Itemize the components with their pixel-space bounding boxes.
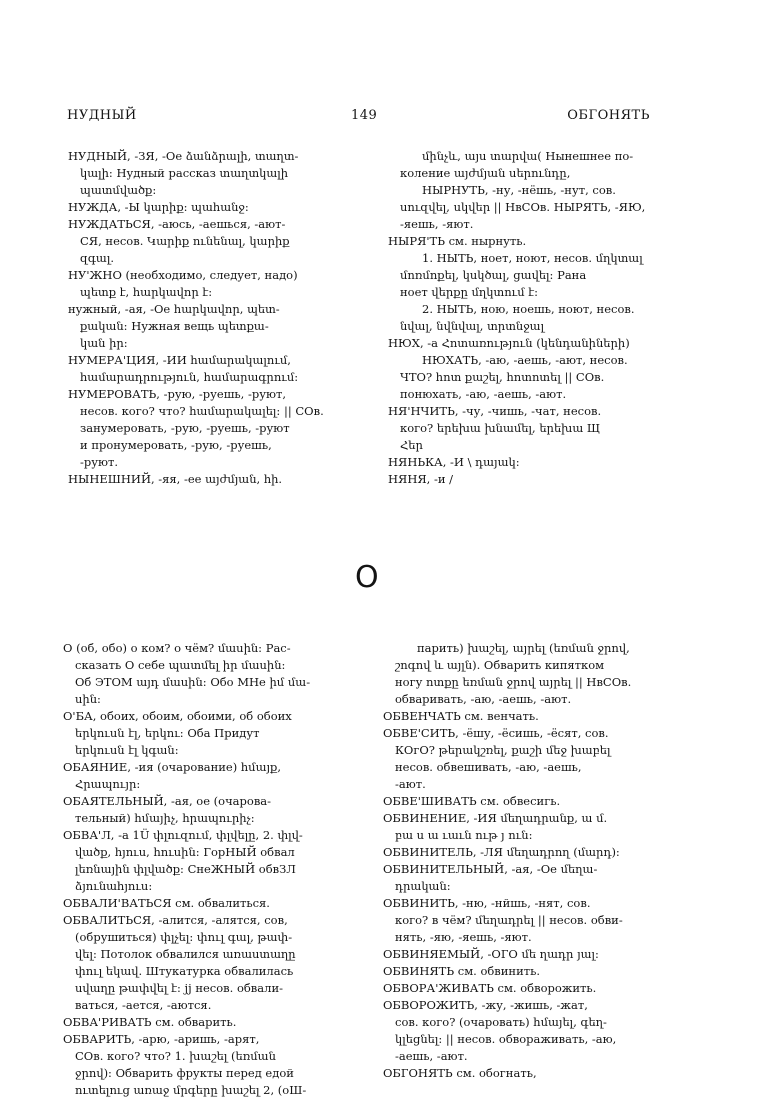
entry-line: ОБВАРИТЬ, -арю, -аришь, -арят, (63, 1032, 260, 1046)
entry-line: НЯНЬКА, -И \ դայակ: (388, 455, 520, 469)
entry-line: քական: Нужная вещь պետքա- (80, 319, 269, 333)
entry-line: երկուսն էլ կգան: (75, 743, 179, 757)
entry-line: մինչև, այս տարվա( Нынешнее по- (422, 149, 634, 163)
entry-line: кого? в чём? մեղադրել || несов. обви- (395, 913, 623, 927)
entry-line: парить) խաշել, այրել (եռման ջրով, (417, 641, 630, 655)
entry-line: занумеровать, -рую, -руешь, -руют (80, 421, 290, 435)
entry-line: զգալ. (80, 251, 114, 265)
entry-line: НУМЕРА'ЦИЯ, -ИИ համարակալում, (68, 353, 291, 367)
entry-line: НУ'ЖНО (необходимо, следует, надо) (68, 268, 298, 282)
entry-line: մոռմոքել, կսկծալ, ցավել: Рана (400, 268, 587, 282)
entry-line: ջրով): Обварить фрукты перед едой (75, 1066, 294, 1080)
entry-line: ОБВИНЯЕМЫЙ, -ОГО մե ղադր յալ: (383, 947, 599, 961)
entry-line: сказать О себе պատմել իր մասին: (75, 658, 286, 672)
entry-line: О'БА, обоих, обоим, обоими, об обоих (63, 709, 292, 723)
entry-line: ОБВЕ'СИТЬ, -ёшу, -ёсишь, -ёсят, сов. (383, 726, 609, 740)
entry-line: НЫРНУТЬ, -ну, -нёшь, -нут, сов. (422, 183, 616, 197)
entry-line: սվաղը թափվել է: jj несов. обвали- (75, 981, 283, 995)
entry-line: ուտելուց առաջ մրգերը խաշել 2, (оШ- (75, 1083, 307, 1097)
entry-line: тельный) հմայիչ, հրապուրիչ: (75, 811, 255, 825)
entry-line: կան իր: (80, 336, 128, 350)
entry-line: ОБВИНИТЕЛЬНЫЙ, -ая, -Ое մեղա- (383, 862, 598, 876)
entry-line: СОв. кого? что? 1. խաշել (եռման (75, 1049, 276, 1063)
entry-line: ваться, -ается, -аются. (75, 998, 212, 1012)
entry-line: ОБВИНИТЕЛЬ, -ЛЯ մեղադրող (մարդ): (383, 845, 620, 859)
entry-line: и пронумеровать, -рую, -руешь, (80, 438, 272, 452)
entry-line: -руют. (80, 455, 119, 469)
entry-line: НЯ'НЧИТЬ, -чу, -чишь, -чат, несов. (388, 404, 602, 418)
section-letter: О (355, 560, 379, 595)
entry-line: СЯ, несов. Կարիք ունենալ, կարիք (80, 234, 290, 248)
entry-line: նվալ, նվնվալ, տրտնջալ (400, 319, 545, 333)
entry-line: коление այժմյան սերունդը, (400, 166, 571, 180)
entry-line: ОБАЯТЕЛЬНЫЙ, -ая, ое (очарова- (63, 794, 272, 808)
entry-line: НУЖДА, -Ы կարիք: պահանջ: (68, 200, 249, 214)
entry-line: պատմվածք: (80, 183, 157, 197)
page-number: 149 (351, 108, 378, 123)
entry-line: 1. НЫТЬ, ноет, ноют, несов. մղկտալ (422, 251, 643, 265)
entry-line: ОБАЯНИЕ, -ия (очарование) հմայք, (63, 760, 282, 774)
entry-line: обваривать, -аю, -аешь, -ают. (395, 692, 572, 706)
entry-line: սուզվել, սկվեր || НвСОв. НЫРЯТЬ, -ЯЮ, (400, 200, 646, 214)
entry-line: ОБВОРА'ЖИВАТЬ см. обворожить. (383, 981, 597, 995)
entry-line: нужный, -ая, -Ое հարկավոր, պետ- (68, 302, 280, 316)
entry-line: НУДНЫЙ, -ЗЯ, -Ое ձանձրալի, տաղտ- (68, 149, 299, 163)
entry-line: О (об, обо) о ком? о чём? մասին: Рас- (63, 641, 291, 655)
entry-line: несов. кого? что? համարակալել: || СОв. (80, 404, 324, 418)
entry-line: НЮХАТЬ, -аю, -аешь, -ают, несов. (422, 353, 628, 367)
entry-line: բա ս ա ւաւն ութ յ ուն: (395, 828, 533, 842)
entry-line: պետք է, հարկավոր է: (80, 285, 213, 299)
entry-line: нять, -яю, -яешь, -яют. (395, 930, 532, 944)
column-top-left (68, 148, 348, 488)
column-bottom-left (63, 640, 353, 1099)
entry-line: դրական: (395, 879, 451, 893)
entry-line: 2. НЫТЬ, ною, ноешь, ноют, несов. (422, 302, 635, 316)
entry-line: НЫРЯ'ТЬ см. нырнуть. (388, 234, 527, 248)
entry-line: -ают. (395, 777, 426, 791)
entry-line: սին: (75, 692, 101, 706)
entry-line: ноет վերքը մղկտում է: (400, 285, 539, 299)
column-top-right (388, 148, 670, 488)
entry-line: ОБВА'Л, -а 1Ü փլուզում, փլվելը, 2. փլվ- (63, 828, 303, 842)
entry-line: ОБВИНЯТЬ см. обвинить. (383, 964, 541, 978)
entry-line: НУЖДАТЬСЯ, -аюсь, -аешься, -ают- (68, 217, 286, 231)
entry-line: Հեր (400, 438, 423, 452)
running-head-right: ОБГОНЯТЬ (567, 108, 650, 123)
entry-line: кого? երեխա խնամել, երեխա Щ (400, 421, 601, 435)
entry-line: сов. кого? (очаровать) հմայել, գեղ- (395, 1015, 607, 1029)
entry-line: НЮХ, -а Հոտառություն (կենդանիների) (388, 336, 630, 350)
entry-line: կլեցնել: || несов. обвораживать, -аю, (395, 1032, 617, 1046)
entry-line: несов. обвешивать, -аю, -аешь, (395, 760, 582, 774)
entry-line: НУМЕРОВАТЬ, -рую, -руешь, -руют, (68, 387, 287, 401)
entry-line: ОБВА'РИВАТЬ см. обварить. (63, 1015, 237, 1029)
entry-line: ОБВЕ'ШИВАТЬ см. обвесигь. (383, 794, 561, 808)
entry-line: Հրապույր: (75, 777, 141, 791)
entry-line: ОБВАЛИ'ВАТЬСЯ см. обвалиться. (63, 896, 270, 910)
entry-line: համարադրություն, համարագրում: (80, 370, 299, 384)
entry-line: Об ЭТОМ այդ մասին: Обо МНе իմ մա- (75, 675, 311, 689)
entry-line: -яешь, -яют. (400, 217, 474, 231)
entry-line: (обрушиться) փլչել: փուլ գալ, թափ- (75, 930, 293, 944)
entry-line: ногу ոտքը եռման ջրով այրել || НвСОв. (395, 675, 632, 689)
entry-line: НЯНЯ, -и / (388, 472, 454, 486)
entry-line: КОгО? թերակշռել, քաշի մեջ խաբել (395, 743, 611, 757)
entry-line: վածք, հյուս, հուսին: ГорНЫЙ обвал (75, 845, 295, 859)
entry-line: понюхать, -аю, -аешь, -ают. (400, 387, 567, 401)
entry-line: ОБГОНЯТЬ см. обогнать, (383, 1066, 537, 1080)
entry-line: վել: Потолок обвалился առաստաղը (75, 947, 296, 961)
entry-line: ձյունահյուս: (75, 879, 153, 893)
entry-line: փուլ եկավ. Штукатурка обвалилась (75, 964, 294, 978)
entry-line: լեռնային փլվածք: СнеЖНЫЙ обвЗЛ (75, 862, 296, 876)
entry-line: ОБВАЛИТЬСЯ, -алится, -алятся, сов, (63, 913, 288, 927)
entry-line: կալի: Нудный рассказ տաղտկալի (80, 166, 289, 180)
entry-line: ОБВИНИТЬ, -ню, -нйшь, -нят, сов. (383, 896, 591, 910)
entry-line: НЫНЕШНИЙ, -яя, -ее այժմյան, հի. (68, 472, 283, 486)
entry-line: -аешь, -ают. (395, 1049, 468, 1063)
column-bottom-right (383, 640, 673, 1082)
entry-line: ЧТО? հոտ քաշել, հոտոտել || СОв. (400, 370, 605, 384)
running-head-left: НУДНЫЙ (67, 108, 137, 123)
entry-line: ОБВИНЕНИЕ, -ИЯ մեղադրանք, ա մ. (383, 811, 608, 825)
entry-line: ОБВОРОЖИТЬ, -жу, -жишь, -жат, (383, 998, 588, 1012)
entry-line: երկուսն էլ, երկու: Оба Придут (75, 726, 260, 740)
entry-line: շոգով և այլն). Обварить кипятком (395, 658, 605, 672)
entry-line: ОБВЕНЧАТЬ см. венчать. (383, 709, 539, 723)
